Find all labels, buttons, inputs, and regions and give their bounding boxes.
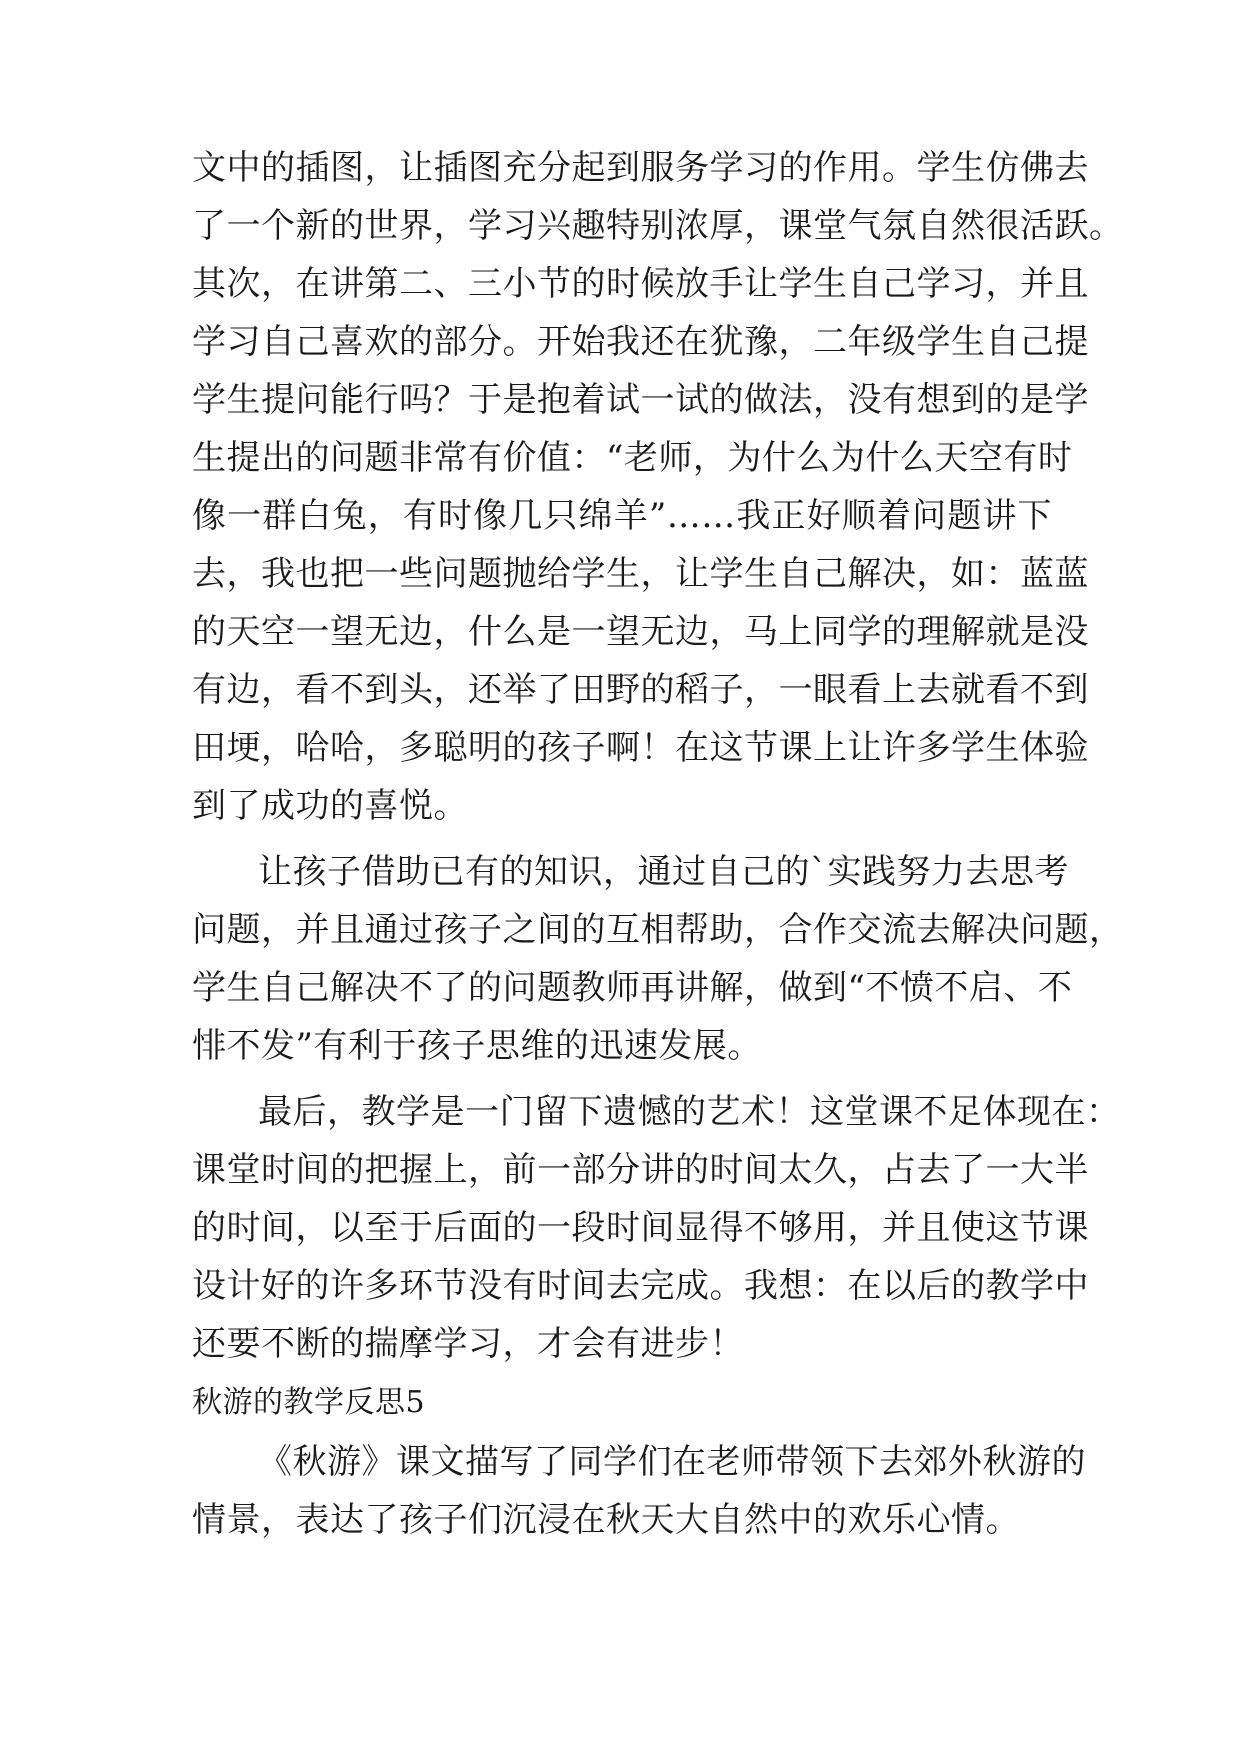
paragraph-4-line-2: 情景，表达了孩子们沉浸在秋天大自然中的欢乐心情。 (192, 1500, 1020, 1540)
paragraph-2-line-3: 学生自己解决不了的问题教师再讲解，做到“不愤不启、不 (192, 968, 1073, 1008)
paragraph-2-line-1: 让孩子借助已有的知识，通过自己的`实践努力去思考 (258, 852, 1069, 892)
paragraph-2-line-2: 问题，并且通过孩子之间的互相帮助，合作交流去解决问题， (192, 910, 1124, 950)
paragraph-1-line-11: 田埂，哈哈，多聪明的孩子啊！在这节课上让许多学生体验 (192, 728, 1089, 768)
paragraph-1-line-12: 到了成功的喜悦。 (192, 786, 468, 826)
paragraph-1-line-7: 像一群白兔，有时像几只绵羊”……我正好顺着问题讲下 (192, 496, 1052, 536)
paragraph-1-line-10: 有边，看不到头，还举了田野的稻子，一眼看上去就看不到 (192, 670, 1089, 710)
paragraph-1-line-9: 的天空一望无边，什么是一望无边，马上同学的理解就是没 (192, 612, 1089, 652)
paragraph-1-line-6: 生提出的问题非常有价值：“老师，为什么为什么天空有时 (192, 438, 1073, 478)
paragraph-2-line-4: 悱不发”有利于孩子思维的迅速发展。 (192, 1026, 762, 1066)
paragraph-3-line-2: 课堂时间的把握上，前一部分讲的时间太久，占去了一大半 (192, 1150, 1089, 1190)
paragraph-1-line-3: 其次，在讲第二、三小节的时候放手让学生自己学习，并且 (192, 264, 1089, 304)
section-heading: 秋游的教学反思5 (192, 1385, 426, 1420)
paragraph-1-line-4: 学习自己喜欢的部分。开始我还在犹豫，二年级学生自己提 (192, 322, 1089, 362)
paragraph-1-line-8: 去，我也把一些问题抛给学生，让学生自己解决，如：蓝蓝 (192, 554, 1089, 594)
paragraph-3-line-1: 最后，教学是一门留下遗憾的艺术！这堂课不足体现在： (258, 1092, 1121, 1132)
paragraph-1-line-2: 了一个新的世界，学习兴趣特别浓厚，课堂气氛自然很活跃。 (192, 206, 1124, 246)
paragraph-1-line-5: 学生提问能行吗？于是抱着试一试的做法，没有想到的是学 (192, 380, 1089, 420)
paragraph-3-line-3: 的时间，以至于后面的一段时间显得不够用，并且使这节课 (192, 1208, 1089, 1248)
paragraph-3-line-5: 还要不断的揣摩学习，才会有进步！ (192, 1324, 744, 1364)
paragraph-3-line-4: 设计好的许多环节没有时间去完成。我想：在以后的教学中 (192, 1266, 1089, 1306)
paragraph-4-line-1: 《秋游》课文描写了同学们在老师带领下去郊外秋游的 (258, 1442, 1086, 1482)
paragraph-1-line-1: 文中的插图，让插图充分起到服务学习的作用。学生仿佛去 (192, 148, 1089, 188)
